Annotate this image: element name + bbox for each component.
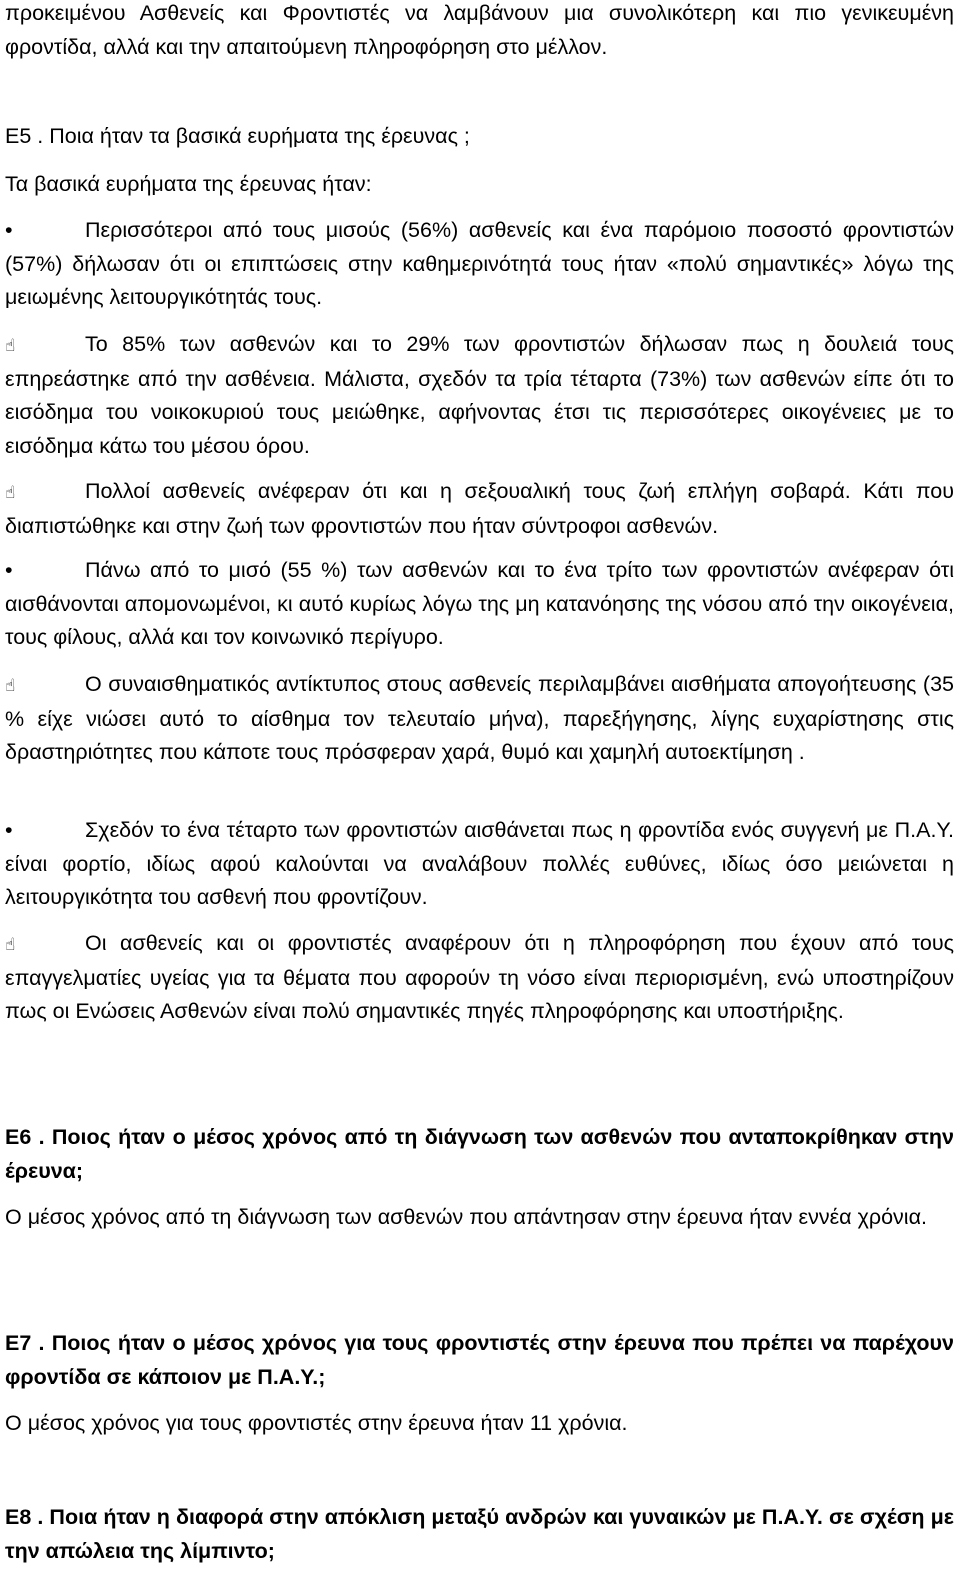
e5-lead-text: Τα βασικά ευρήματα της έρευνας ήταν: (5, 172, 372, 196)
finding-item (5, 927, 954, 1029)
finding-item (5, 668, 954, 770)
e8-heading-text: Ε8 . Ποια ήταν η διαφορά στην απόκλιση μεταξύ ανδρών και γυναικών με Π.Α.Υ. σε σχέση με την απώλεια της λίμπιντο; (5, 1505, 954, 1563)
finding-text: Ο συναισθηματικός αντίκτυπος στους ασθενείς περιλαμβάνει αισθήματα απογοήτευσης (35 % είχε νιώσει αυτό το αίσθημα τον τελευταίο μήνα), παρεξήγησης, λίγης ευχαρίστησης στις δραστηριότητες που κάποτε τους πρόσφεραν χαρά, θυμό και χαμηλή αυτοεκτίμηση . (5, 672, 954, 764)
finding-item (5, 554, 954, 655)
intro-text: προκειμένου Ασθενείς και Φροντιστές να λαμβάνουν μια συνολικότερη και πιο γενικευμένη φροντίδα, αλλά και την απαιτούμενη πληροφόρηση στο μέλλον. (5, 1, 954, 59)
intro-paragraph (5, 0, 954, 64)
hand-pointer-icon: ☝ (5, 935, 16, 954)
finding-text: Πολλοί ασθενείς ανέφεραν ότι και η σεξουαλική τους ζωή επλήγη σοβαρά. Κάτι που διαπιστώθηκε και στην ζωή των φροντιστών που ήταν σύντροφοι ασθενών. (5, 479, 954, 538)
finding-text: Πάνω από το μισό (55 %) των ασθενών και το ένα τρίτο των φροντιστών ανέφεραν ότι αισθάνονται απομονωμένοι, κι αυτό κυρίως λόγω της μη κατανόησης της νόσου από την οικογένεια, τους φίλους, αλλά και τον κοινωνικό περίγυρο. (5, 558, 954, 649)
e6-heading-text: Ε6 . Ποιος ήταν ο μέσος χρόνος από τη διάγνωση των ασθενών που ανταποκρίθηκαν στην έρευνα; (5, 1125, 954, 1183)
e7-heading (5, 1327, 954, 1394)
e7-heading-text: Ε7 . Ποιος ήταν ο μέσος χρόνος για τους φροντιστές στην έρευνα που πρέπει να παρέχουν φροντίδα σε κάποιον με Π.Α.Υ.; (5, 1331, 954, 1389)
e5-heading (5, 120, 954, 154)
bullet-dot: • (5, 818, 13, 842)
finding-text: Σχεδόν το ένα τέταρτο των φροντιστών αισθάνεται πως η φροντίδα ενός συγγενή με Π.Α.Υ. είναι φορτίο, ιδίως αφού καλούνται να αναλάβουν πολλές ευθύνες, ιδίως όσο μειώνεται η λειτουργικότητα του ασθενή που φροντίζουν. (5, 818, 954, 909)
finding-text: Περισσότεροι από τους μισούς (56%) ασθενείς και ένα παρόμοιο ποσοστό φροντιστών (57%) δήλωσαν ότι οι επιπτώσεις στην καθημερινότητά τους ήταν «πολύ σημαντικές» λόγω της μειωμένης λειτουργικότητάς τους. (5, 218, 954, 309)
e5-lead (5, 168, 954, 202)
bullet-dot: • (5, 218, 13, 242)
finding-text: Το 85% των ασθενών και το 29% των φροντιστών δήλωσαν πως η δουλειά τους επηρεάστηκε από την ασθένεια. Μάλιστα, σχεδόν τα τρία τέταρτα (73%) των ασθενών είπε ότι το εισόδημα του νοικοκυριού τους μειώθηκε, αφήνοντας έτσι τις περισσότερες οικογένειες με το εισόδημα κάτω του μέσου όρου. (5, 332, 954, 458)
finding-item (5, 328, 954, 463)
e5-heading-text: Ε5 . Ποια ήταν τα βασικά ευρήματα της έρευνας ; (5, 124, 470, 148)
hand-pointer-icon: ☝ (5, 336, 16, 355)
bullet-dot: • (5, 558, 13, 582)
e8-heading (5, 1501, 954, 1568)
e6-answer (5, 1201, 954, 1235)
finding-item (5, 214, 954, 315)
hand-pointer-icon: ☝ (5, 483, 16, 502)
e7-answer-text: Ο μέσος χρόνος για τους φροντιστές στην έρευνα ήταν 11 χρόνια. (5, 1411, 628, 1435)
finding-text: Οι ασθενείς και οι φροντιστές αναφέρουν ότι η πληροφόρηση που έχουν από τους επαγγελματίες υγείας για τα θέματα που αφορούν τη νόσο είναι περιορισμένη, ενώ υποστηρίζουν πως οι Ενώσεις Ασθενών είναι πολύ σημαντικές πηγές πληροφόρησης και υποστήριξης. (5, 931, 954, 1023)
e6-heading (5, 1121, 954, 1188)
e7-answer (5, 1407, 954, 1441)
e6-answer-text: Ο μέσος χρόνος από τη διάγνωση των ασθενών που απάντησαν στην έρευνα ήταν εννέα χρόνια. (5, 1205, 927, 1229)
finding-item (5, 814, 954, 915)
hand-pointer-icon: ☝ (5, 676, 16, 695)
finding-item (5, 475, 954, 543)
